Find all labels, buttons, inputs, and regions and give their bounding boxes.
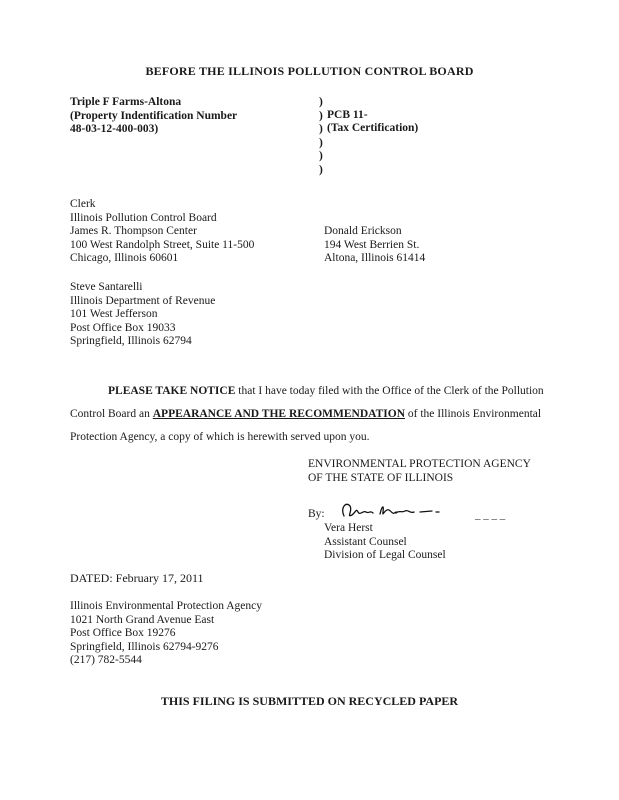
paren: )	[319, 123, 323, 135]
paren: )	[319, 136, 323, 149]
paren: )	[319, 109, 323, 122]
document-title: BEFORE THE ILLINOIS POLLUTION CONTROL BOARD	[145, 64, 474, 78]
notice-paragraph	[70, 380, 550, 449]
recycled-paper-notice: THIS FILING IS SUBMITTED ON RECYCLED PAPER	[160, 694, 459, 708]
caption-line: 48-03-12-400-003)	[70, 123, 159, 135]
address-line: Post Office Box 19033	[70, 321, 176, 334]
agency-address	[70, 600, 262, 668]
address-line: 101 West Jefferson	[70, 308, 158, 320]
filed-document-title: APPEARANCE AND THE RECOMMENDATION	[152, 408, 405, 420]
case-number: PCB 11-	[327, 109, 368, 121]
address-line: Post Office Box 19276	[70, 627, 176, 639]
by-label: By:	[308, 508, 325, 520]
signer-line: Assistant Counsel	[324, 535, 407, 548]
case-type: (Tax Certification)	[327, 122, 419, 134]
dated-line: DATED: February 17, 2011	[70, 571, 204, 585]
address-line: Altona, Illinois 61414	[324, 252, 426, 264]
paren: )	[319, 163, 323, 176]
case-caption-parties	[70, 96, 237, 137]
address-line: Springfield, Illinois 62794-9276	[70, 640, 219, 653]
signer-line: Vera Herst	[324, 522, 373, 534]
address-line: Steve Santarelli	[70, 281, 143, 293]
address-line: Springfield, Illinois 62794	[70, 335, 192, 347]
address-line: (217) 782-5544	[70, 654, 142, 666]
agency-heading	[308, 458, 531, 485]
notice-text: of the Illinois Environmental Protection Agency, a copy of which is herewith served upon you.	[70, 408, 542, 443]
notice-text: that I have today filed with the Office of the Clerk of the Pollution Control Board an	[70, 385, 544, 420]
respondent-address	[324, 225, 425, 266]
address-line: Illinois Environmental Protection Agency	[70, 600, 262, 612]
address-line: 100 West Randolph Street, Suite 11-500	[70, 238, 255, 251]
address-line: Donald Erickson	[324, 225, 402, 237]
address-line: Illinois Pollution Control Board	[70, 211, 217, 224]
address-line: James R. Thompson Center	[70, 225, 197, 237]
signer-line: Division of Legal Counsel	[324, 549, 446, 561]
revenue-address	[70, 281, 215, 349]
caption-line: Triple F Farms-Altona	[70, 96, 182, 108]
clerk-address	[70, 198, 254, 266]
signature-graphic	[336, 498, 446, 524]
address-line: Clerk	[70, 198, 96, 210]
caption-parentheses	[319, 96, 323, 177]
caption-line: (Property Indentification Number	[70, 109, 238, 122]
address-line: 1021 North Grand Avenue East	[70, 613, 215, 626]
signer-block	[324, 522, 446, 563]
agency-line: OF THE STATE OF ILLINOIS	[308, 471, 454, 484]
paren: )	[319, 96, 323, 108]
address-line: Chicago, Illinois 60601	[70, 252, 179, 264]
notice-lead: PLEASE TAKE NOTICE	[108, 385, 236, 397]
paren: )	[319, 150, 323, 162]
agency-line: ENVIRONMENTAL PROTECTION AGENCY	[308, 458, 531, 470]
address-line: 194 West Berrien St.	[324, 238, 420, 251]
address-line: Illinois Department of Revenue	[70, 294, 216, 307]
signature-line: _ _ _ _	[475, 509, 506, 521]
